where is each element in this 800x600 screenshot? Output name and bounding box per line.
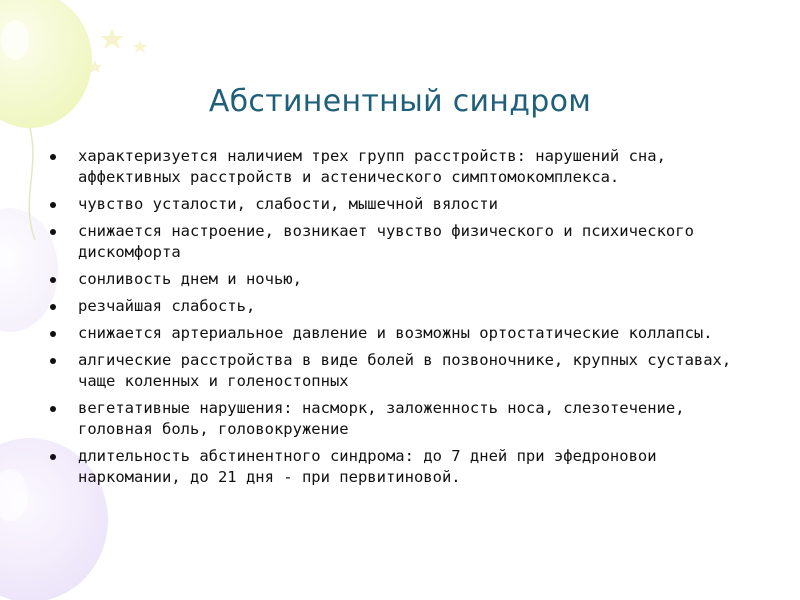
list-item: снижается настроение, возникает чувство физического и психического дискомфорта: [50, 221, 760, 263]
list-item: снижается артериальное давление и возможны ортостатические коллапсы.: [50, 323, 760, 344]
star-decoration: [88, 28, 147, 73]
list-item: чувство усталости, слабости, мышечной вялости: [50, 194, 760, 215]
list-item: сонливость днем и ночью,: [50, 269, 760, 290]
bullet-list: [50, 146, 760, 494]
list-item: вегетативные нарушения: насморк, заложенность носа, слезотечение, головная боль, головокружение: [50, 398, 760, 440]
list-item: характеризуется наличием трех групп расстройств: нарушений сна, аффективных расстройств и астенического симптомокомплекса.: [50, 146, 760, 188]
list-item: алгические расстройства в виде болей в позвоночнике, крупных суставах, чаще коленных и голеностопных: [50, 350, 760, 392]
list-item: резчайшая слабость,: [50, 296, 760, 317]
green-balloon-highlight: [1, 20, 29, 60]
list-item: длительность абстинентного синдрома: до 7 дней при эфедроновои наркомании, до 21 дня - при первитиновой.: [50, 446, 760, 488]
slide-title: Абстинентный синдром: [208, 84, 592, 119]
